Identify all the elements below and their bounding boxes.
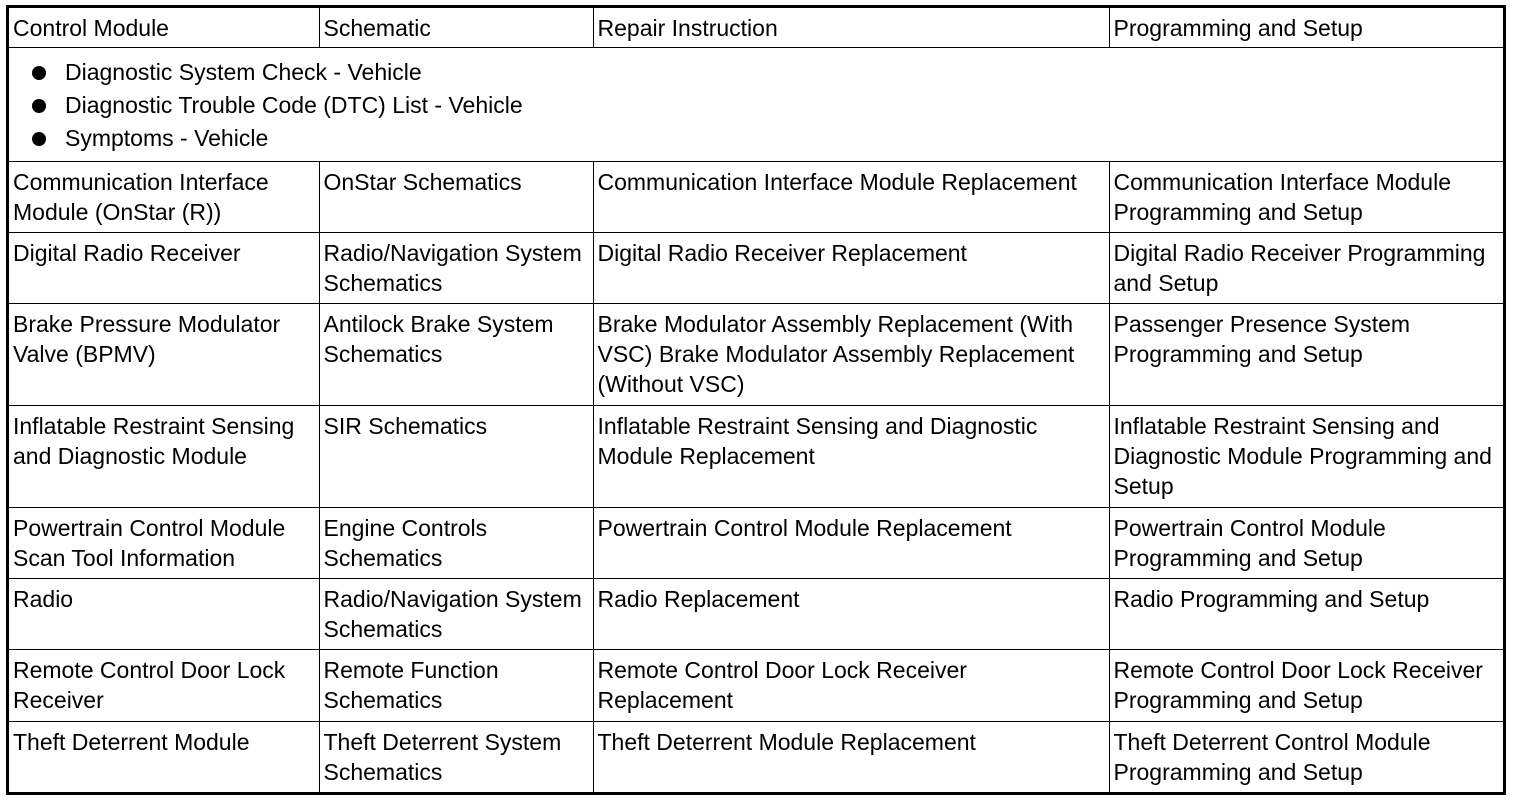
cell-schematic[interactable]: Theft Deterrent System Schematics [319,721,593,792]
table-row [9,721,1503,792]
cell-schematic[interactable]: OnStar Schematics [319,161,593,232]
diagnostic-link-label[interactable]: Diagnostic System Check - Vehicle [65,59,422,85]
bullet-icon [32,66,46,80]
cell-programming-setup[interactable]: Inflatable Restraint Sensing and Diagnostic Module Programming and Setup [1109,406,1503,508]
table-row [9,507,1503,578]
cell-control-module: Theft Deterrent Module [9,721,319,792]
cell-repair-instruction[interactable]: Powertrain Control Module Replacement [593,507,1109,578]
cell-repair-instruction[interactable]: Remote Control Door Lock Receiver Replacement [593,650,1109,721]
cell-repair-instruction[interactable]: Digital Radio Receiver Replacement [593,233,1109,304]
header-repair-instruction: Repair Instruction [593,8,1109,48]
bullet-icon [32,132,46,146]
bullet-icon [32,99,46,113]
diagnostic-links-list [13,56,1499,155]
table-row [9,161,1503,232]
table-row [9,233,1503,304]
diagnostic-link-item[interactable] [13,89,1499,122]
cell-programming-setup[interactable]: Digital Radio Receiver Programming and Setup [1109,233,1503,304]
table-row [9,406,1503,508]
cell-schematic[interactable]: Engine Controls Schematics [319,507,593,578]
cell-programming-setup[interactable]: Remote Control Door Lock Receiver Programming and Setup [1109,650,1503,721]
cell-programming-setup[interactable]: Passenger Presence System Programming and Setup [1109,304,1503,406]
table-row [9,650,1503,721]
diagnostic-links-cell [9,48,1503,162]
cell-schematic[interactable]: Antilock Brake System Schematics [319,304,593,406]
header-row [9,8,1503,48]
cell-control-module: Brake Pressure Modulator Valve (BPMV) [9,304,319,406]
cell-repair-instruction[interactable]: Brake Modulator Assembly Replacement (With VSC) Brake Modulator Assembly Replacement (Without VSC) [593,304,1109,406]
diagnostic-links-row [9,48,1503,162]
diagnostic-link-label[interactable]: Symptoms - Vehicle [65,125,269,151]
cell-control-module: Inflatable Restraint Sensing and Diagnostic Module [9,406,319,508]
table-row [9,579,1503,650]
module-reference-table-frame [6,5,1506,795]
cell-control-module: Powertrain Control Module Scan Tool Information [9,507,319,578]
cell-programming-setup[interactable]: Theft Deterrent Control Module Programming and Setup [1109,721,1503,792]
cell-schematic[interactable]: Radio/Navigation System Schematics [319,233,593,304]
diagnostic-link-label[interactable]: Diagnostic Trouble Code (DTC) List - Vehicle [65,92,523,118]
cell-control-module: Radio [9,579,319,650]
cell-programming-setup[interactable]: Communication Interface Module Programming and Setup [1109,161,1503,232]
header-schematic: Schematic [319,8,593,48]
cell-control-module: Remote Control Door Lock Receiver [9,650,319,721]
cell-control-module: Communication Interface Module (OnStar (R)) [9,161,319,232]
cell-repair-instruction[interactable]: Inflatable Restraint Sensing and Diagnostic Module Replacement [593,406,1109,508]
cell-schematic[interactable]: SIR Schematics [319,406,593,508]
diagnostic-link-item[interactable] [13,122,1499,155]
cell-repair-instruction[interactable]: Radio Replacement [593,579,1109,650]
diagnostic-link-item[interactable] [13,56,1499,89]
cell-repair-instruction[interactable]: Theft Deterrent Module Replacement [593,721,1109,792]
cell-schematic[interactable]: Remote Function Schematics [319,650,593,721]
header-control-module: Control Module [9,8,319,48]
module-reference-table [9,8,1503,792]
cell-programming-setup[interactable]: Radio Programming and Setup [1109,579,1503,650]
cell-control-module: Digital Radio Receiver [9,233,319,304]
cell-schematic[interactable]: Radio/Navigation System Schematics [319,579,593,650]
header-programming-setup: Programming and Setup [1109,8,1503,48]
cell-repair-instruction[interactable]: Communication Interface Module Replacement [593,161,1109,232]
table-row [9,304,1503,406]
cell-programming-setup[interactable]: Powertrain Control Module Programming and Setup [1109,507,1503,578]
